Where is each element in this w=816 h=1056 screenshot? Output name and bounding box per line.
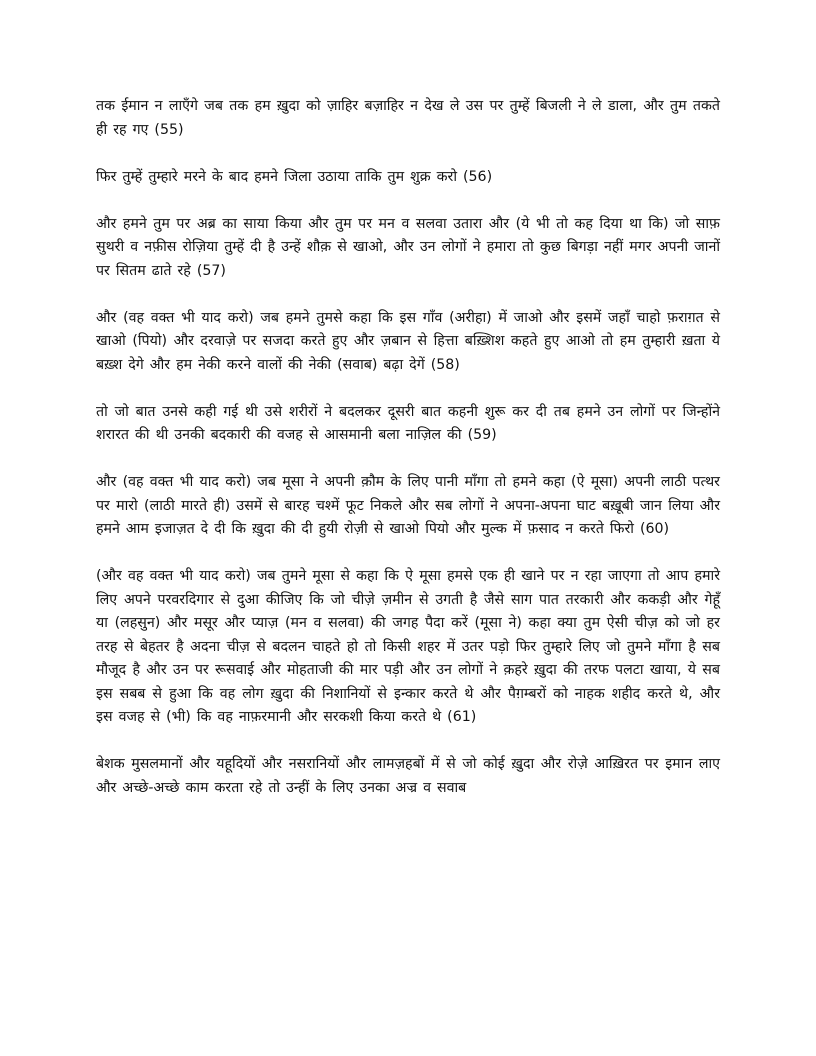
verse-paragraph-61: (और वह वक्त भी याद करो) जब तुमने मूसा से कहा कि ऐ मूसा हमसे एक ही खाने पर न रहा जाएगा तो आप हमारे लिए अपने परवरदिगार से दुआ कीजिए कि जो चीज़े ज़मीन से उगती है जैसे साग पात तरकारी और ककड़ी और गेहूँ या (लहसुन) और मसूर और प्याज़ (मन व सलवा) की जगह पैदा करें (मूसा ने) कहा क्या तुम ऐसी चीज़ को जो हर तरह से बेहतर है अदना चीज़ से बदलन चाहते हो तो किसी शहर में उतर पड़ो फिर तुम्हारे लिए जो तुमने माँगा है सब मौजूद है और उन पर रूसवाई और मोहताजी की मार पड़ी और उन लोगों ने क़हरे ख़ुदा की तरफ पलटा खाया, ये सब इस सबब से हुआ कि वह लोग ख़ुदा की निशानियों से इन्कार करते थे और पैग़म्बरों को नाहक शहीद करते थे, और इस वजह से (भी) कि वह नाफ़रमानी और सरकशी किया करते थे (61) (96, 568, 720, 725)
verse-paragraph-58: और (वह वक्त भी याद करो) जब हमने तुमसे कहा कि इस गाँव (अरीहा) में जाओ और इसमें जहाँ चाहो फ़राग़त से खाओ (पियो) और दरवाज़े पर सजदा करते हुए और ज़बान से हित्ता बख़्शिश कहते हुए आओ तो हम तुम्हारी ख़ता ये बख़्श देगे और हम नेकी करने वालों की नेकी (सवाब) बढ़ा देगें (58) (96, 309, 720, 373)
document-page (96, 95, 720, 800)
verse-paragraph-60: और (वह वक्त भी याद करो) जब मूसा ने अपनी क़ौम के लिए पानी माँगा तो हमने कहा (ऐ मूसा) अपनी लाठी पत्थर पर मारो (लाठी मारते ही) उसमें से बारह चश्में फूट निकले और सब लोगों ने अपना-अपना घाट बख़ूबी जान लिया और हमने आम इजाज़त दे दी कि ख़ुदा की दी हुयी रोज़ी से खाओ पियो और मुल्क में फ़साद न करते फिरो (60) (96, 474, 720, 537)
verse-paragraph-56: फिर तुम्हें तुम्हारे मरने के बाद हमने जिला उठाया ताकि तुम शुक्र करो (56) (96, 168, 493, 185)
verse-paragraph-62: बेशक मुसलमानों और यहूदियों और नसरानियों और लामज़हबों में से जो कोई ख़ुदा और रोज़े आख़िरत पर इमान लाए और अच्छे-अच्छे काम करता रहे तो उन्हीं के लिए उनका अज्र व सवाब (96, 756, 720, 796)
verse-paragraph-59: तो जो बात उनसे कही गई थी उसे शरीरों ने बदलकर दूसरी बात कहनी शुरू कर दी तब हमने उन लोगों पर जिन्होंने शरारत की थी उनकी बदकारी की वजह से आसमानी बला नाज़िल की (59) (96, 403, 720, 443)
verse-paragraph-57: और हमने तुम पर अब्र का साया किया और तुम पर मन व सलवा उतारा और (ये भी तो कह दिया था कि) जो साफ़ सुथरी व नफ़ीस रोज़िया तुम्हें दी है उन्हें शौक़ से खाओ, और उन लोगों ने हमारा तो कुछ बिगड़ा नहीं मगर अपनी जानों पर सितम ढाते रहे (57) (96, 215, 720, 279)
verse-paragraph-55: तक ईमान न लाएँगे जब तक हम ख़ुदा को ज़ाहिर बज़ाहिर न देख ले उस पर तुम्हें बिजली ने ले डाला, और तुम तकते ही रह गए (55) (96, 98, 720, 138)
